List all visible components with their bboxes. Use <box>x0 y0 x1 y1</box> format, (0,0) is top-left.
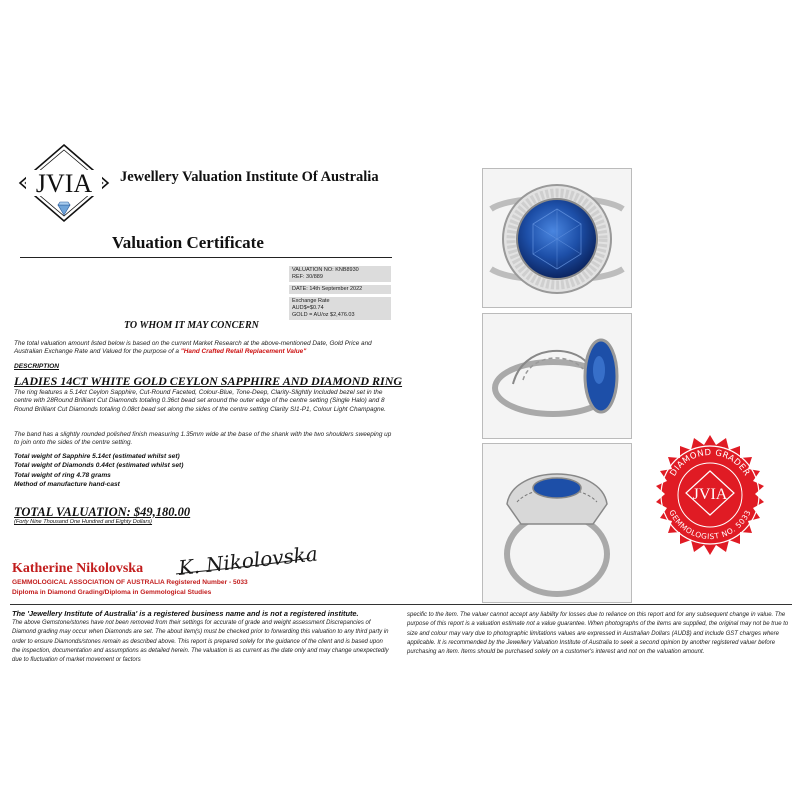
disclaimer-right: specific to the item. The valuer cannot accept any liability for losses due to reliance on this report and for any subsequent change in value. The purpose of this report is a valuation estimate not a value guarantee. When photographs of the items are supplied, the original may not be true to size and colour may vary due to photographic limitations values are expressed in Australian Dollars (AUD$) and include GST charges where applicable. It is recommended by the Jewellery Valuation Institute of Australia to seek a second opinion by another registered valuer before purchasing an item. Items should be purchased solely on a customer's interest and not on the valuation amount. <box>407 612 789 656</box>
gold-price: GOLD = AU/oz $2,476.03 <box>292 312 355 318</box>
gemmologist-seal <box>648 433 772 557</box>
valuer-diploma: Diploma in Diamond Grading/Diploma in Gemmological Studies <box>12 589 212 596</box>
weights-list <box>14 452 183 489</box>
intro-paragraph <box>14 340 392 356</box>
total-valuation-words: (Forty Nine Thousand One Hundred and Eighty Dollars) <box>14 519 153 525</box>
item-title: LADIES 14CT WHITE GOLD CEYLON SAPPHIRE AND DIAMOND RING <box>14 374 403 388</box>
ring-weight: Total weight of ring 4.78 grams <box>14 471 111 479</box>
description-label: DESCRIPTION <box>14 363 60 370</box>
title-divider <box>20 257 392 258</box>
disclaimer-divider <box>10 604 792 605</box>
sapphire-weight: Total weight of Sapphire 5.14ct (estimated whilst set) <box>14 453 180 460</box>
seal-center-text: JVIA <box>692 486 728 503</box>
aud-usd-rate: AUD$=$0.74 <box>292 305 324 311</box>
logo-text: JVIA <box>35 169 93 198</box>
diamond-weight: Total weight of Diamonds 0.44ct (estimated whilst set) <box>14 462 184 470</box>
exchange-rate-label: Exchange Rate <box>292 298 330 304</box>
ring-top-illustration <box>483 169 631 307</box>
institute-name: Jewellery Valuation Institute Of Australia <box>120 169 379 185</box>
ring-side-illustration <box>483 314 631 438</box>
association-registration: GEMMOLOGICAL ASSOCIATION OF AUSTRALIA Registered Number - 5033 <box>12 579 248 586</box>
valuation-purpose: "Hand Crafted Retail Replacement Value" <box>180 348 307 355</box>
total-valuation: TOTAL VALUATION: $49,180.00 <box>14 505 191 519</box>
reference: REF: 30/889 <box>292 274 323 280</box>
valuer-name: Katherine Nikolovska <box>12 561 144 576</box>
valuer-signature <box>170 540 320 580</box>
signature-text: K. Nikolovska <box>177 541 319 580</box>
addressee: TO WHOM IT MAY CONCERN <box>124 320 259 331</box>
valuation-number: VALUATION NO: KNB8930 <box>292 267 359 273</box>
ring-photo-side <box>482 313 632 439</box>
ring-photo-top <box>482 168 632 308</box>
certificate-title: Valuation Certificate <box>112 233 264 252</box>
seal-bottom-text: GEMMOLOGIST NO. 5033 <box>667 508 753 542</box>
manufacture-method: Method of manufacture hand-cast <box>14 480 120 488</box>
seal-top-text: DIAMOND GRADER <box>668 447 752 479</box>
disclaimer-left: The above Gemstone/stones have not been removed from their settings for accurate of grade and weight assessment Discrepancies of Diamond grading may occur when Diamonds are set. The about item(s) must be checked prior to forwarding this valuation to any third party in order to ensure Diamonds/stones remain as described above. This report is prepared solely for the guidance of the client and is based upon the inspection, documentation and assumptions as detailed herein. The valuation is as current as the date only and may change unexpectedly due to fluctuation of market movement or factors <box>12 620 389 664</box>
valuation-date: DATE: 14th September 2022 <box>292 286 363 292</box>
description-paragraph-2: The band has a slightly rounded polished finish measuring 1.35mm wide at the base of the shank with the two shoulders sweeping up to join onto the sides of the centre setting. <box>14 431 392 447</box>
intro-text: The total valuation amount listed below is based on the current Market Research at the above-mentioned Date, Gold Price and Australian Exchange Rate and Valued for the purpose of a <box>14 340 372 355</box>
ring-photo-underside <box>482 443 632 603</box>
jvia-logo <box>18 143 110 229</box>
ring-underside-illustration <box>483 444 631 602</box>
description-paragraph-1: The ring features a 5.14ct Ceylon Sapphire, Cut-Round Faceted, Colour-Blue, Tone-Deep, Clarity-Slightly Included bezel set in the centre with 28Round Brilliant Cut Diamonds totaling 0.36ct bead set around the outer edge of the centre setting (Single Halo) and 8 Round Brilliant Cut Diamonds totaling 0.08ct bead set along the sides of the centre setting Clarity SI1-P1, Colour Light Champagne. <box>14 389 386 413</box>
disclaimer-heading: The 'Jewellery Institute of Australia' is a registered business name and is not a registered institute. <box>12 609 359 618</box>
valuation-info-box <box>289 266 391 336</box>
